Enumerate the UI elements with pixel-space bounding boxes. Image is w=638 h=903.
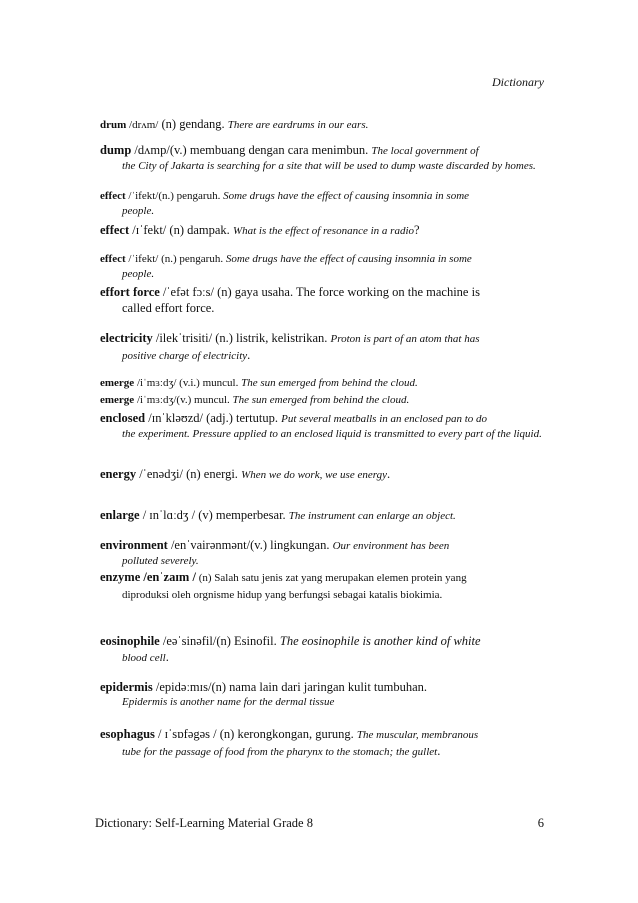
period: . [437,744,441,758]
example-continued: Epidermis is another name for the dermal tissue [122,696,335,708]
pronunciation: / ɪnˈlɑːdʒ / [139,508,196,522]
entry-emerge-2 [100,393,548,408]
pronunciation: / ɪˈsɒfəgəs / [154,727,217,741]
example-continued: blood cell [122,652,166,664]
definition: (n) energi. [182,467,242,481]
example-continued: the experiment. Pressure applied to an enclosed liquid is transmitted to every part of the liquid. [122,428,542,440]
definition: (v) memperbesar. [195,508,289,522]
definition: (n) nama lain dari jaringan kulit tumbuhan. [211,680,428,694]
headword: esophagus [100,727,155,741]
pronunciation: /iˈmɜːdʒ/ [134,377,177,389]
pronunciation: /ˈefət fɔːs/ [159,285,214,299]
question-mark: ? [414,223,420,237]
example-continued: people. [122,205,155,217]
entry-enclosed [100,410,548,442]
entry-energy [100,466,548,483]
example: The muscular, membranous [356,729,479,741]
pronunciation: /enˈvairənmənt/ [167,538,251,552]
definition: (n) dampak. [166,223,233,237]
entry-electricity [100,330,548,364]
definition: (n) gaya usaha. The force working on the machine is [213,285,480,299]
example-continued: people. [122,268,155,280]
entry-epidermis [100,679,548,710]
example: The sun emerged from behind the cloud. [232,394,410,406]
example: What is the effect of resonance in a radio [232,225,414,237]
running-head: Dictionary [492,75,544,89]
definition: (n.) listrik, kelistrikan. [212,331,331,345]
pronunciation: /iˈmɜːdʒ/ [134,394,177,406]
example: The eosinophile is another kind of white [279,634,481,648]
pronunciation: /ilekˈtrisiti/ [152,331,213,345]
period: . [386,467,391,481]
pronunciation: /eəˈsinəfil/ [159,634,217,648]
example: Proton is part of an atom that has [330,333,480,345]
headword: eosinophile [100,634,160,648]
entry-enzyme [100,569,548,603]
example-continued: the City of Jakarta is searching for a site that will be used to dump waste discarded by homes. [122,160,536,172]
definition: (n) Esinofil. [216,634,280,648]
example-continued: positive charge of electricity [122,350,248,362]
definition: (n) Salah satu jenis zat yang merupakan elemen protein yang [195,572,467,584]
pronunciation: /enˈzaɪm / [140,570,196,584]
entry-enlarge [100,507,548,524]
entry-dump [100,142,548,174]
pronunciation: /dʌmp/ [131,143,170,157]
example-continued: polluted severely. [122,555,199,567]
definition: (v.) membuang dengan cara menimbun. [169,143,372,157]
headword: emerge [100,377,135,389]
headword: drum [100,119,127,131]
example: Put several meatballs in an enclosed pan to do [281,413,488,425]
headword: emerge [100,394,135,406]
example: Some drugs have the effect of causing insomnia in some [223,190,470,202]
headword: effort force [100,285,160,299]
headword: effect [100,223,130,237]
example-continued: tube for the passage of food from the pharynx to the stomach; the gullet [122,746,438,758]
headword: electricity [100,331,153,345]
entry-esophagus [100,726,548,760]
definition: (v.i.) muncul. [176,377,242,389]
pronunciation: /epidəːmɪs/ [152,680,212,694]
period: . [247,348,251,362]
pronunciation: /ˈenədʒi/ [136,467,183,481]
headword: effect [100,190,126,202]
headword: epidermis [100,680,153,694]
definition: (n) kerongkongan, gurung. [216,727,357,741]
entry-effect-1 [100,189,548,219]
pronunciation: /ˈifekt/ [125,190,159,202]
definition: (v.) muncul. [176,394,233,406]
entry-effect-2 [100,222,548,239]
headword: enlarge [100,508,140,522]
pronunciation: /ɪˈfekt/ [129,223,167,237]
headword: effect [100,253,126,265]
entry-drum [100,116,548,133]
headword: enclosed [100,411,146,425]
definition-continued: diproduksi oleh orgnisme hidup yang berfungsi sebagai katalis biokimia. [122,589,443,601]
example: When we do work, we use energy [241,469,387,481]
headword: enzyme [100,570,141,584]
entry-environment [100,537,548,569]
definition: (n) gendang. [158,117,228,131]
example: The local government of [371,145,479,157]
entry-effect-3 [100,252,548,282]
pronunciation: /ˈifekt/ [125,253,159,265]
headword: environment [100,538,168,552]
example: Our environment has been [332,540,450,552]
footer-book-title: Dictionary: Self-Learning Material Grade 8 [95,816,313,830]
definition: (n.) pengaruh. [158,253,226,265]
example: Some drugs have the effect of causing insomnia in some [225,253,472,265]
pronunciation: /drʌm/ [126,119,159,131]
period: . [165,650,169,664]
page-number: 6 [537,816,544,830]
definition-continued: called effort force. [122,301,215,315]
entry-effort-force [100,284,548,316]
example: The sun emerged from behind the cloud. [241,377,418,389]
headword: energy [100,467,137,481]
definition: (adj.) tertutup. [203,411,282,425]
definition: (n.) pengaruh. [158,190,224,202]
entry-emerge-1 [100,376,548,391]
pronunciation: /ɪnˈkləʊzd/ [145,411,204,425]
example: There are eardrums in our ears. [227,119,369,131]
example: The instrument can enlarge an object. [288,510,456,522]
entry-eosinophile [100,633,548,666]
definition: (v.) lingkungan. [250,538,333,552]
headword: dump [100,143,132,157]
